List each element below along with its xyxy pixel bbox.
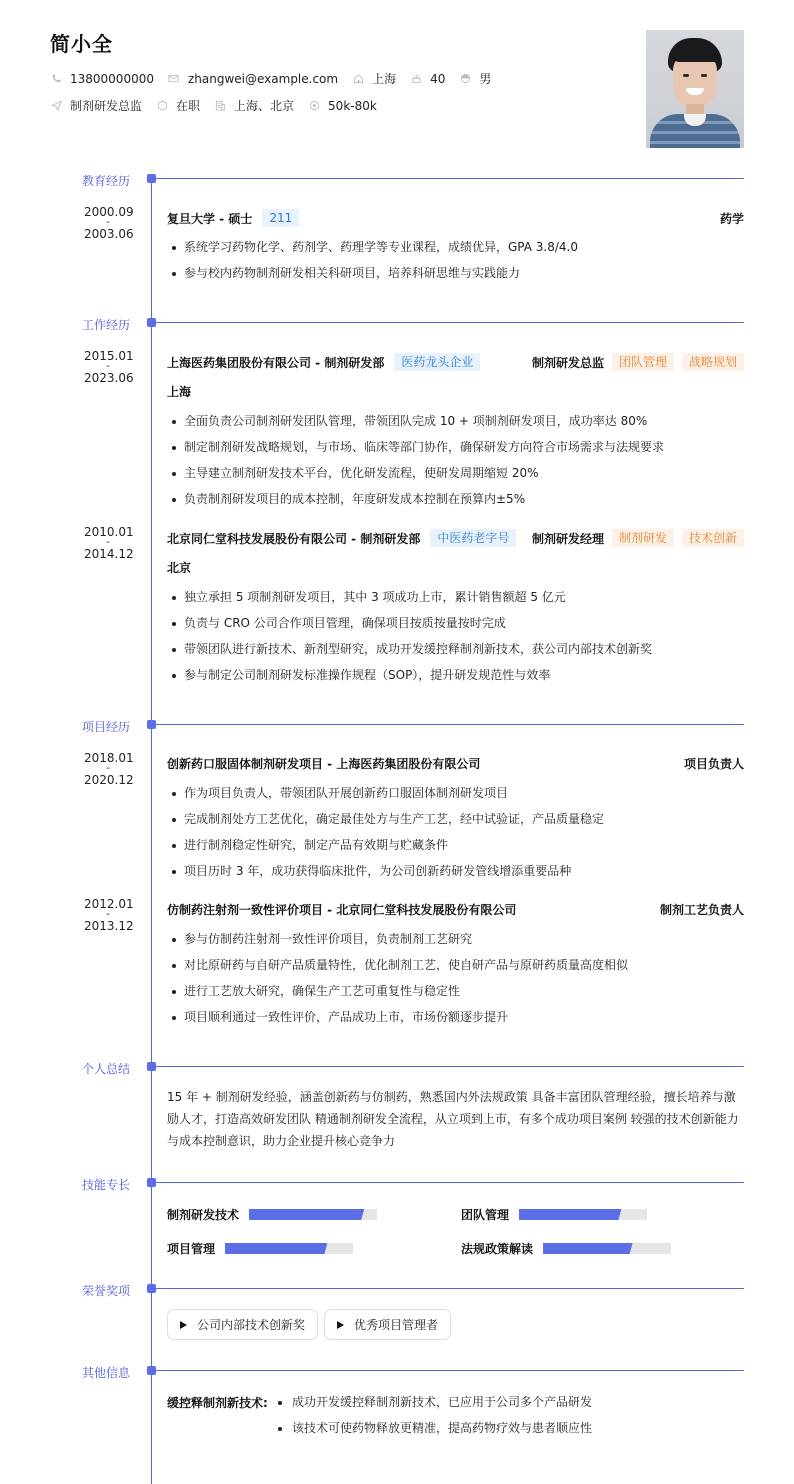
section-title-other: 其他信息: [82, 1366, 131, 1380]
role-tag: 技术创新: [682, 529, 744, 547]
age-text: 40: [430, 71, 446, 86]
award-chip: [167, 1309, 318, 1340]
skill-name: 团队管理: [461, 1208, 510, 1222]
project-date: 2018.01 - 2020.12: [84, 751, 134, 787]
phone-item: [50, 72, 154, 86]
salary-icon: [308, 100, 320, 112]
age-icon: [410, 73, 422, 85]
email-item: [168, 72, 338, 86]
skill-bar-fill: [249, 1209, 364, 1220]
gender-icon: [459, 73, 471, 85]
award-chip: [324, 1309, 451, 1340]
section-divider: [152, 178, 744, 179]
list-item: 进行工艺放大研究，确保生产工艺可重复性与稳定性: [170, 983, 754, 1009]
company-tag: 中医药老字号: [430, 529, 516, 547]
section-title-skills: 技能专长: [82, 1178, 131, 1192]
section-divider: [152, 322, 744, 323]
list-item: 项目顺利通过一致性评价，产品成功上市，市场份额逐步提升: [170, 1009, 754, 1035]
skill-item: [167, 1240, 353, 1257]
other-label: 缓控释制剂新技术:: [167, 1396, 268, 1410]
gender-item: [459, 70, 491, 87]
role-tag: 制剂研发: [612, 529, 674, 547]
skill-bar-fill: [543, 1243, 633, 1254]
work-location: 上海: [167, 385, 192, 399]
education-entry-header: [167, 209, 744, 227]
project-title: 创新药口服固体制剂研发项目 - 上海医药集团股份有限公司: [167, 757, 481, 771]
work-entry-header: [167, 353, 744, 371]
gender-text: 男: [479, 72, 492, 86]
list-item: 成功开发缓控释制剂新技术，已应用于公司多个产品研发: [278, 1394, 592, 1420]
email-text: zhangwei@example.com: [187, 71, 339, 86]
skill-item: [167, 1206, 377, 1223]
skill-bar-fill: [225, 1243, 327, 1254]
job-role: 制剂研发经理: [531, 531, 604, 546]
list-item: 对比原研药与自研产品质量特性，优化制剂工艺，使自研产品与原研药质量高度相似: [170, 957, 754, 983]
role-tag: 团队管理: [612, 353, 674, 371]
section-divider: [152, 1288, 744, 1289]
project-bullets: [170, 785, 754, 889]
skill-bar: [519, 1209, 647, 1220]
salary-item: [308, 99, 377, 113]
skill-item: [461, 1240, 671, 1257]
list-item: 参与校内药物制剂研发相关科研项目，培养科研思维与实践能力: [170, 265, 754, 291]
target-position-item: [50, 97, 142, 114]
list-item: 独立承担 5 项制剂研发项目，其中 3 项成功上市，累计销售额超 5 亿元: [170, 589, 754, 615]
skill-name: 法规政策解读: [461, 1242, 534, 1256]
section-title-summary: 个人总结: [82, 1062, 131, 1076]
section-title-awards: 荣誉奖项: [82, 1284, 131, 1298]
role-tag: 战略规划: [682, 353, 744, 371]
skill-name: 项目管理: [167, 1242, 216, 1256]
skill-bar-fill: [519, 1209, 621, 1220]
company-name: 上海医药集团股份有限公司 - 制剂研发部: [167, 355, 385, 370]
project-entry-header: [167, 901, 744, 918]
project-role: 项目负责人: [683, 757, 744, 771]
section-title-work: 工作经历: [82, 318, 131, 332]
award-label: 公司内部技术创新奖: [197, 1318, 306, 1332]
mail-icon: [168, 73, 180, 85]
project-entry-header: [167, 755, 744, 772]
project-date: 2012.01 - 2013.12: [84, 897, 134, 933]
list-item: 负责与 CRO 公司合作项目管理，确保项目按质按量按时完成: [170, 615, 754, 641]
section-divider: [152, 1370, 744, 1371]
skill-bar: [249, 1209, 377, 1220]
list-item: 负责制剂研发项目的成本控制，年度研发成本控制在预算内±5%: [170, 491, 754, 517]
project-bullets: [170, 931, 754, 1035]
work-date: 2015.01 - 2023.06: [84, 349, 134, 385]
list-item: 系统学习药物化学、药剂学、药理学等专业课程，成绩优异，GPA 3.8/4.0: [170, 239, 754, 265]
work-bullets: [170, 589, 754, 693]
list-item: 进行制剂稳定性研究，制定产品有效期与贮藏条件: [170, 837, 754, 863]
section-divider: [152, 1066, 744, 1067]
education-bullets: [170, 239, 754, 291]
job-role: 制剂研发总监: [531, 355, 604, 370]
other-list: [278, 1394, 592, 1446]
award-label: 优秀项目管理者: [354, 1318, 439, 1332]
avatar-photo: [646, 30, 744, 148]
work-bullets: [170, 413, 754, 517]
summary-text: 15 年 + 制剂研发经验，涵盖创新药与仿制药，熟悉国内外法规政策 具备丰富团队管理经验，擅长培养与激励人才，打造高效研发团队 精通制剂研发全流程，从立项到上市，有多个成功项目案例 较强的技术创新能力与成本控制意识，助力企业提升核心竞争力: [167, 1090, 739, 1148]
skill-bar: [225, 1243, 353, 1254]
work-date: 2010.01 - 2014.12: [84, 525, 134, 561]
school-tag: 211: [262, 209, 299, 227]
list-item: 完成制剂处方工艺优化，确定最佳处方与生产工艺，经中试验证，产品质量稳定: [170, 811, 754, 837]
company-name: 北京同仁堂科技发展股份有限公司 - 制剂研发部: [167, 531, 421, 546]
work-entry-header: [167, 529, 744, 547]
list-item: 全面负责公司制剂研发团队管理，带领团队完成 10 + 项制剂研发项目，成功率达 80%: [170, 413, 754, 439]
salary-text: 50k-80k: [328, 98, 377, 113]
age-item: [410, 72, 445, 86]
phone-icon: [50, 73, 62, 85]
section-title-projects: 项目经历: [82, 720, 131, 734]
list-item: 主导建立制剂研发技术平台，优化研发流程，使研发周期缩短 20%: [170, 465, 754, 491]
play-triangle-icon: [180, 1321, 187, 1329]
target-cities-item: [214, 97, 294, 114]
project-title: 仿制药注射剂一致性评价项目 - 北京同仁堂科技发展股份有限公司: [167, 903, 517, 917]
list-item: 参与制定公司制剂研发标准操作规程（SOP），提升研发规范性与效率: [170, 667, 754, 693]
section-divider: [152, 1182, 744, 1183]
list-item: 项目历时 3 年，成功获得临床批件，为公司创新药研发管线增添重要品种: [170, 863, 754, 889]
school-name: 复旦大学 - 硕士: [167, 211, 253, 226]
candidate-name: 简小全: [50, 32, 113, 56]
list-item: 该技术可使药物释放更精准，提高药物疗效与患者顺应性: [278, 1420, 592, 1446]
play-triangle-icon: [337, 1321, 344, 1329]
list-item: 作为项目负责人，带领团队开展创新药口服固体制剂研发项目: [170, 785, 754, 811]
section-divider: [152, 724, 744, 725]
company-tag: 医药龙头企业: [394, 353, 480, 371]
list-item: 带领团队进行新技术、新剂型研究，成功开发缓控释制剂新技术，获公司内部技术创新奖: [170, 641, 754, 667]
contact-row: [50, 70, 505, 87]
list-item: 制定制剂研发战略规划，与市场、临床等部门协作，确保研发方向符合市场需求与法规要求: [170, 439, 754, 465]
job-intent-row: [50, 97, 391, 114]
phone-text: 13800000000: [70, 71, 154, 86]
project-role: 制剂工艺负责人: [659, 903, 744, 917]
skill-item: [461, 1206, 647, 1223]
section-title-education: 教育经历: [82, 174, 131, 188]
skill-name: 制剂研发技术: [167, 1208, 240, 1222]
major: 药学: [719, 211, 744, 226]
home-icon: [352, 73, 364, 85]
city-item: [352, 70, 396, 87]
work-location: 北京: [167, 561, 192, 575]
status-item: [156, 97, 200, 114]
list-item: 参与仿制药注射剂一致性评价项目，负责制剂工艺研究: [170, 931, 754, 957]
building-icon: [214, 100, 226, 112]
status-text: 在职: [176, 99, 201, 113]
send-icon: [50, 100, 62, 112]
education-date: 2000.09 - 2003.06: [84, 205, 134, 241]
skill-bar: [543, 1243, 671, 1254]
city-text: 上海: [372, 72, 397, 86]
target-cities-text: 上海、北京: [234, 99, 295, 113]
status-icon: [156, 100, 168, 112]
target-position-text: 制剂研发总监: [70, 99, 143, 113]
